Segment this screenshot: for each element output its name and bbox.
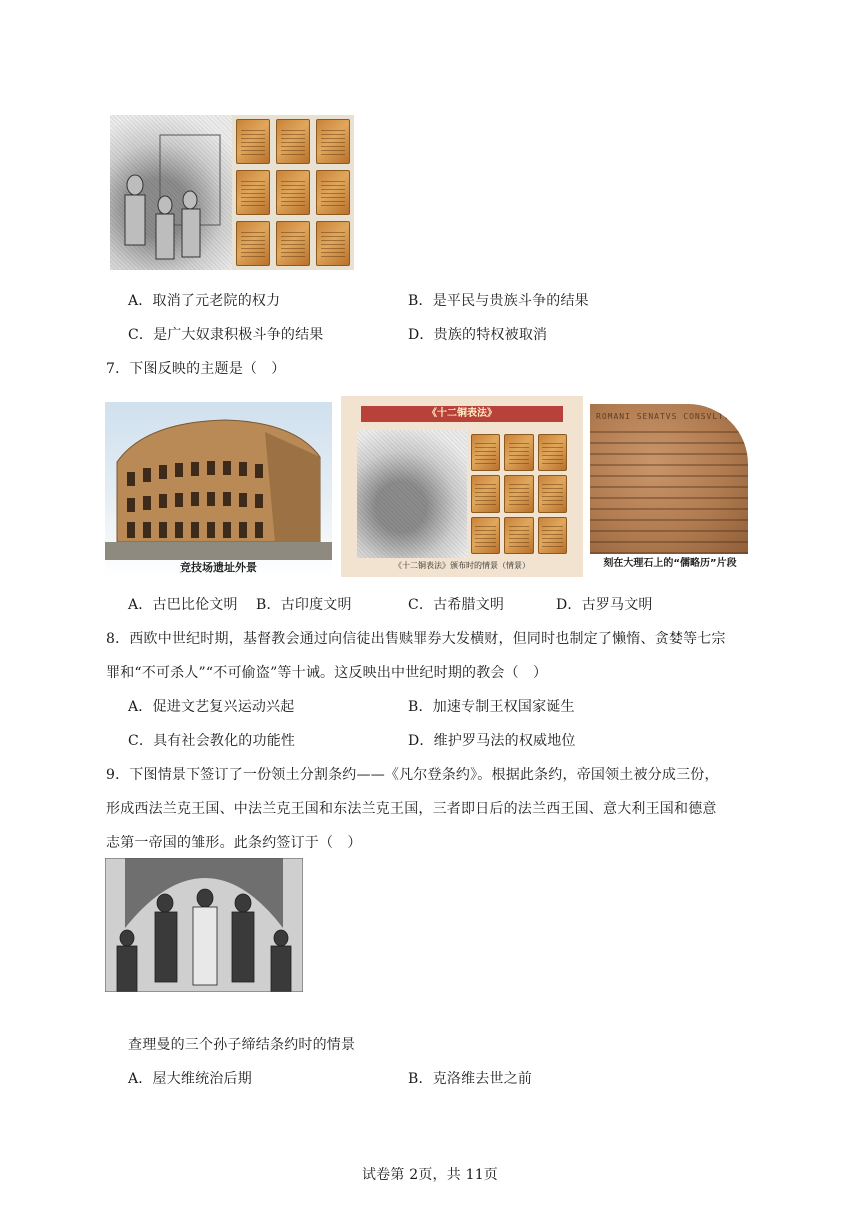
tablet	[471, 475, 500, 512]
twelve-tables-title: 《十二铜表法》	[361, 406, 563, 422]
tablet	[276, 119, 310, 164]
treaty-engraving-illustration	[105, 858, 303, 992]
tablet	[316, 170, 350, 215]
q7-image-twelve-tables	[341, 396, 583, 577]
twelve-tables-grid	[467, 430, 571, 558]
q7-option-c: C．古希腊文明	[408, 597, 505, 613]
q6-engraving-figures	[110, 115, 232, 270]
inscription-text: ROMANI SENATVS CONSVLTVM	[596, 412, 736, 421]
tablet	[538, 475, 567, 512]
q6-engraving-illustration	[110, 115, 232, 270]
julian-calendar-caption: 刻在大理石上的“儒略历”片段	[603, 558, 737, 569]
colosseum-caption: 竞技场遗址外景	[180, 561, 257, 574]
tablet	[236, 221, 270, 266]
tablet	[538, 434, 567, 471]
q6-option-b: B．是平民与贵族斗争的结果	[408, 293, 589, 309]
q7-option-a: A．古巴比伦文明	[128, 597, 238, 613]
tablet	[538, 517, 567, 554]
q8-option-b: B．加速专制王权国家诞生	[408, 699, 575, 715]
tablet	[316, 221, 350, 266]
page-footer: 试卷第 2页，共 11页	[361, 1167, 499, 1183]
q9-stem-line3: 志第一帝国的雏形。此条约签订于（ ）	[106, 835, 362, 851]
tablet	[471, 434, 500, 471]
q8-stem-line2: 罪和“不可杀人”“不可偷盗”等十诫。这反映出中世纪时期的教会（ ）	[106, 665, 548, 681]
twelve-tables-engraving	[357, 430, 467, 558]
q9-image-caption: 查理曼的三个孙子缔结条约时的情景	[128, 1037, 356, 1053]
tablet	[236, 170, 270, 215]
q8-stem-line1: 8．西欧中世纪时期，基督教会通过向信徒出售赎罪券大发横财，但同时也制定了懒惰、贪婪等七宗	[106, 631, 726, 647]
q9-stem-line2: 形成西法兰克王国、中法兰克王国和东法兰克王国，三者即日后的法兰西王国、意大利王国和德意	[106, 801, 717, 817]
colosseum-illustration	[105, 402, 332, 560]
q7-option-b: B．古印度文明	[256, 597, 352, 613]
tablet	[276, 170, 310, 215]
q6-option-d: D．贵族的特权被取消	[408, 327, 548, 343]
q8-option-d: D．维护罗马法的权威地位	[408, 733, 576, 749]
tablet	[471, 517, 500, 554]
q7-image-julian-calendar	[590, 404, 750, 577]
tablet	[316, 119, 350, 164]
q6-option-c: C．是广大奴隶积极斗争的结果	[128, 327, 324, 343]
tablet	[276, 221, 310, 266]
q6-bronze-tablets	[232, 115, 354, 270]
q8-option-c: C．具有社会教化的功能性	[128, 733, 296, 749]
q7-stem: 7．下图反映的主题是（ ）	[106, 361, 286, 377]
q6-image	[110, 115, 354, 270]
q9-option-a: A．屋大维统治后期	[128, 1071, 252, 1087]
q7-image-colosseum	[105, 402, 332, 577]
tablet	[504, 517, 533, 554]
q9-image-treaty-engraving	[105, 858, 303, 992]
q9-stem-line1: 9．下图情景下签订了一份领土分割条约——《凡尔登条约》。根据此条约，帝国领土被分成三份，	[106, 767, 719, 783]
q7-option-d: D．古罗马文明	[556, 597, 653, 613]
q9-option-b: B．克洛维去世之前	[408, 1071, 533, 1087]
twelve-tables-caption: 《十二铜表法》颁布时的情景（情景）	[394, 561, 530, 570]
q8-option-a: A．促进文艺复兴运动兴起	[128, 699, 295, 715]
tablet	[504, 475, 533, 512]
tablet	[236, 119, 270, 164]
q6-option-a: A．取消了元老院的权力	[128, 293, 281, 309]
tablet	[504, 434, 533, 471]
